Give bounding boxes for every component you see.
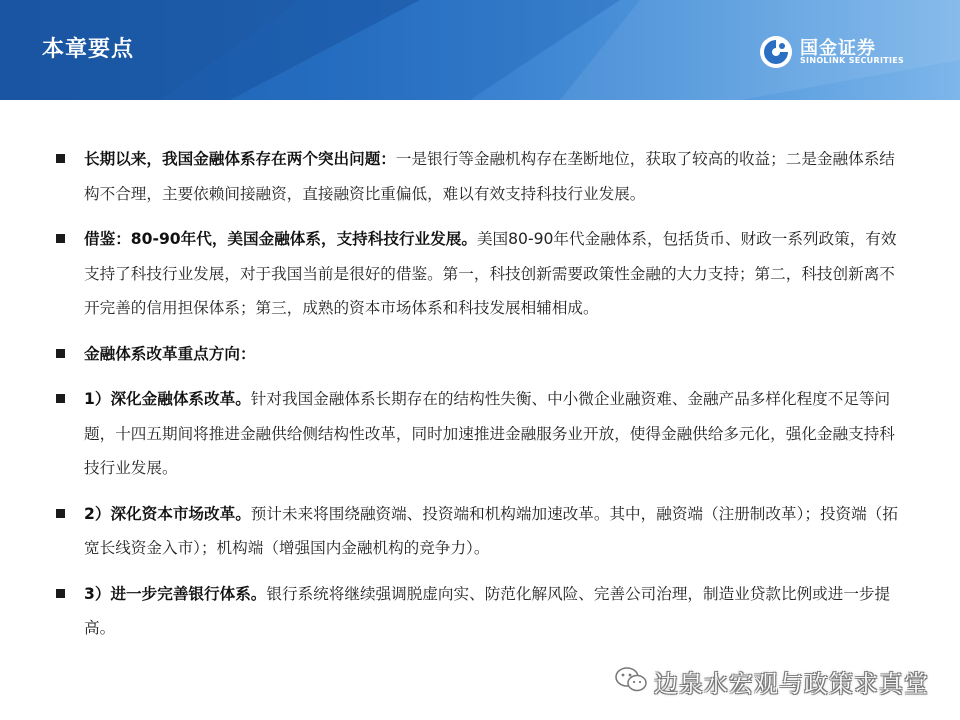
- logo-chinese-name: 国金证券: [800, 38, 876, 59]
- bullet-item: [56, 337, 906, 372]
- watermark-text: 边泉水宏观与政策求真堂: [654, 670, 929, 698]
- company-logo: [758, 34, 928, 70]
- square-bullet-icon: [56, 589, 65, 598]
- bullet-item: [56, 142, 906, 211]
- bullet-lead: 3）进一步完善银行体系。: [84, 584, 267, 603]
- square-bullet-icon: [56, 509, 65, 518]
- square-bullet-icon: [56, 349, 65, 358]
- bullet-lead: 2）深化资本市场改革。: [84, 504, 251, 523]
- square-bullet-icon: [56, 234, 65, 243]
- bullet-item: [56, 222, 906, 326]
- header-banner: [0, 0, 960, 100]
- bullet-lead: 1）深化金融体系改革。: [84, 390, 251, 408]
- bullet-lead: 借鉴：80-90年代，美国金融体系，支持科技行业发展。: [84, 230, 477, 248]
- bullet-lead: 金融体系改革重点方向：: [84, 344, 256, 363]
- square-bullet-icon: [56, 394, 65, 403]
- bullet-text: 针对我国金融体系长期存在的结构性失衡、中小微企业融资难、金融产品多样化程度不足等问题，十四五期间将推进金融供给侧结构性改革，同时加速推进金融服务业开放，使得金融供给多元化，强化金融支持科技行业发展。: [84, 390, 895, 477]
- square-bullet-icon: [56, 154, 65, 163]
- wechat-icon: [614, 666, 648, 694]
- bullet-text: 美国80-90年代金融体系，包括货币、财政一系列政策，有效支持了科技行业发展，对于我国当前是很好的借鉴。第一，科技创新需要政策性金融的大力支持；第二，科技创新离不开完善的信用担保体系；第三，成熟的资本市场体系和科技发展相辅相成。: [84, 230, 897, 317]
- bullet-text: 银行系统将继续强调脱虚向实、防范化解风险、完善公司治理，制造业贷款比例或进一步提高。: [84, 584, 891, 637]
- bullet-item: [56, 497, 906, 566]
- bullet-text: 一是银行等金融机构存在垄断地位，获取了较高的收益；二是金融体系结构不合理，主要依赖间接融资，直接融资比重偏低，难以有效支持科技行业发展。: [84, 150, 895, 203]
- bullet-item: [56, 382, 906, 486]
- bullet-lead: 长期以来，我国金融体系存在两个突出问题：: [84, 150, 396, 168]
- bullet-text: 预计未来将围绕融资端、投资端和机构端加速改革。其中，融资端（注册制改革）；投资端（拓宽长线资金入市）；机构端（增强国内金融机构的竞争力）。: [84, 504, 898, 557]
- watermark: [614, 664, 944, 696]
- bullet-list: [56, 142, 906, 657]
- bullet-item: [56, 577, 906, 646]
- sinolink-logo-icon: [758, 34, 794, 70]
- slide-title: 本章要点: [42, 37, 135, 62]
- logo-english-name: SINOLINK SECURITIES: [800, 56, 905, 65]
